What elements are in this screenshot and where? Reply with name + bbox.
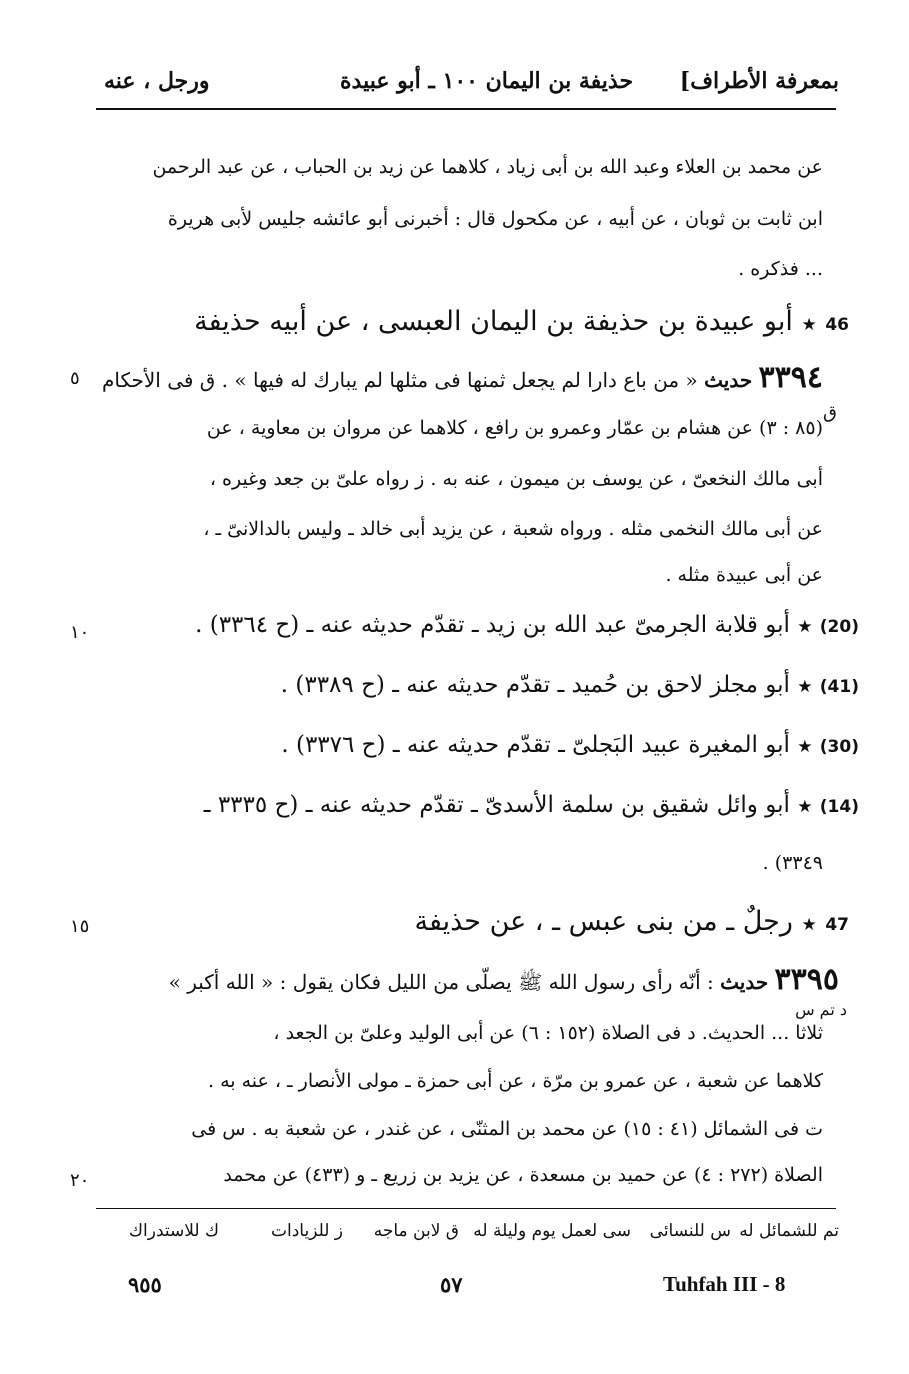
hadith-number: ٣٣٩٥ [774, 962, 839, 997]
section-47-title: رجلٌ ـ من بنى عبس ـ ، عن حذيفة [414, 906, 793, 937]
abbreviation-item: سى لعمل يوم وليلة له [473, 1221, 631, 1241]
section-46-number: 46 [825, 315, 849, 335]
ref-number: (14) [819, 797, 859, 817]
star-icon: ★ [797, 677, 813, 697]
header-right: بمعرفة الأطراف] [679, 68, 839, 94]
footer-volume: Tuhfah III - 8 [663, 1272, 786, 1296]
margin-line-number: ١٠ [70, 622, 90, 643]
hadith-3395-line-2: ثلاثا ... الحديث. د فى الصلاة (١٥٢ : ٦) عن أبى الوليد وعلىّ بن الجعد ، [273, 1022, 823, 1044]
hadith-number: ٣٣٩٤ [758, 360, 823, 395]
hadith-3394-line-2: (٨٥ : ٣) عن هشام بن عمّار وعمرو بن رافع ، كلاهما عن مروان بن معاوية ، عن [206, 417, 823, 439]
hadith-label: حديث [704, 368, 753, 392]
ref-entry [281, 732, 859, 758]
margin-line-number: ١٥ [70, 916, 90, 937]
hadith-3395-line-1 [169, 962, 839, 999]
ref-text: أبو المغيرة عبيد البَجلىّ ـ تقدّم حديثه عنه ـ (ح ٣٣٧٦) . [281, 732, 790, 758]
margin-line-number: ٢٠ [70, 1170, 90, 1191]
hadith-text: : أنّه رأى رسول الله ﷺ يصلّى من الليل فكان يقول : « الله أكبر » [168, 970, 714, 994]
hadith-3394-line-4: عن أبى مالك النخمى مثله . ورواه شعبة ، عن يزيد أبى خالد ـ وليس بالدالانىّ ـ ، [203, 518, 823, 540]
star-icon: ★ [801, 915, 817, 935]
abbreviation-item: س للنسائى [649, 1221, 731, 1241]
ref-text: أبو مجلز لاحق بن حُميد ـ تقدّم حديثه عنه ـ (ح ٣٣٨٩) . [280, 672, 790, 698]
hadith-3395-line-3: كلاهما عن شعبة ، عن عمرو بن مرّة ، عن أبى حمزة ـ مولى الأنصار ـ ، عنه به . [207, 1070, 823, 1092]
abbreviation-item: ك للاستدراك [129, 1221, 219, 1241]
footer-global-page: ٩٥٥ [128, 1272, 162, 1297]
section-46-title: أبو عبيدة بن حذيفة بن اليمان العبسى ، عن أبيه حذيفة [194, 306, 793, 337]
ref-entry [195, 612, 859, 638]
footer-page-number: ٥٧ [440, 1272, 463, 1297]
ref-entry [204, 792, 859, 818]
star-icon: ★ [797, 737, 813, 757]
hadith-3394-line-5: عن أبى عبيدة مثله . [665, 564, 823, 586]
section-46-heading [194, 306, 849, 337]
hadith-3395-line-4: ت فى الشمائل (٤١ : ١٥) عن محمد بن المثنّى ، عن غندر ، عن شعبة به . س فى [191, 1118, 823, 1140]
ref-number: (30) [819, 737, 859, 757]
margin-line-number: ٥ [70, 368, 80, 389]
abbreviation-item: ق لابن ماجه [373, 1221, 459, 1241]
intro-line-3: ... فذكره . [738, 258, 823, 280]
intro-line-1: عن محمد بن العلاء وعبد الله بن أبى زياد ، كلاهما عن زيد بن الحباب ، عن عبد الرحمن [152, 156, 823, 178]
hadith-text: « من باع دارا لم يجعل ثمنها فى مثلها لم يبارك له فيها » . ق فى الأحكام [102, 368, 698, 392]
intro-line-2: ابن ثابت بن ثوبان ، عن أبيه ، عن مكحول قال : أخبرنى أبو عائشه جليس لأبى هريرة [167, 208, 823, 230]
ref-number: (20) [819, 617, 859, 637]
margin-source-mark: د تم س [795, 1000, 847, 1019]
abbreviation-item: تم للشمائل له [739, 1221, 839, 1241]
ref-number: (41) [819, 677, 859, 697]
star-icon: ★ [797, 617, 813, 637]
abbreviation-item: ز للزيادات [270, 1221, 343, 1241]
section-47-number: 47 [825, 915, 849, 935]
ref-text: أبو قلابة الجرمىّ عبد الله بن زيد ـ تقدّم حديثه عنه ـ (ح ٣٣٦٤) . [195, 612, 790, 638]
hadith-label: حديث [720, 970, 769, 994]
ref-entry [281, 672, 859, 698]
ref-text: أبو وائل شقيق بن سلمة الأسدىّ ـ تقدّم حديثه عنه ـ (ح ٣٣٣٥ ـ [203, 792, 790, 818]
ref-continuation: ٣٣٤٩) . [762, 852, 823, 874]
hadith-3395-line-5: الصلاة (٢٧٢ : ٤) عن حميد بن مسعدة ، عن يزيد بن زريع ـ و (٤٣٣) عن محمد [223, 1164, 823, 1186]
footnote-rule [96, 1208, 836, 1209]
section-47-heading [414, 906, 849, 937]
header-rule [96, 108, 836, 110]
hadith-3394-line-1 [102, 360, 823, 395]
hadith-3394-line-3: أبى مالك النخعىّ ، عن يوسف بن ميمون ، عنه به . ز رواه علىّ بن جعد وغيره ، [209, 468, 823, 490]
header-center: حذيفة بن اليمان ١٠٠ ـ أبو عبيدة [340, 68, 634, 94]
star-icon: ★ [801, 315, 817, 335]
star-icon: ★ [797, 797, 813, 817]
header-left: ورجل ، عنه [104, 68, 210, 94]
margin-source-mark: ق [823, 402, 837, 423]
